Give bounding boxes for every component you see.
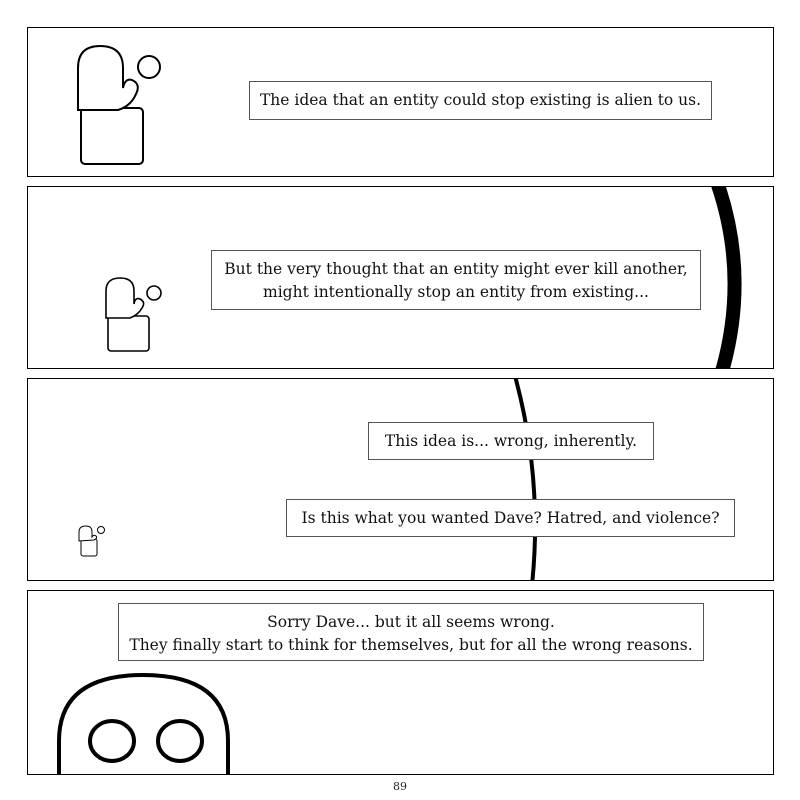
caption-box (211, 250, 701, 310)
large-arc-curve (717, 187, 735, 369)
caption-line: This idea is... wrong, inherently. (384, 432, 638, 450)
caption-box (286, 499, 735, 537)
comic-panel-1 (27, 27, 774, 177)
caption-box (368, 422, 654, 460)
panel-3-art (28, 379, 774, 581)
caption-line: might intentionally stop an entity from existing... (263, 283, 649, 301)
caption-line: The idea that an entity could stop existing is alien to us. (259, 91, 702, 109)
character-drawing-small (79, 526, 105, 556)
character-drawing-medium (106, 278, 161, 351)
caption-line: Sorry Dave... but it all seems wrong. (267, 613, 555, 631)
right-eye (158, 721, 202, 761)
caption-line: They finally start to think for themselves, but for all the wrong reasons. (129, 636, 693, 654)
caption-line: Is this what you wanted Dave? Hatred, and violence? (301, 509, 720, 527)
comic-panel-2 (27, 186, 774, 369)
caption-box (249, 81, 712, 120)
comic-panel-4 (27, 590, 774, 775)
caption-line: But the very thought that an entity might ever kill another, (224, 260, 688, 278)
thin-arc-curve (515, 379, 535, 581)
caption-box (118, 603, 704, 661)
comic-panel-3 (27, 378, 774, 581)
page-number: 89 (393, 780, 407, 793)
left-eye (90, 721, 134, 761)
